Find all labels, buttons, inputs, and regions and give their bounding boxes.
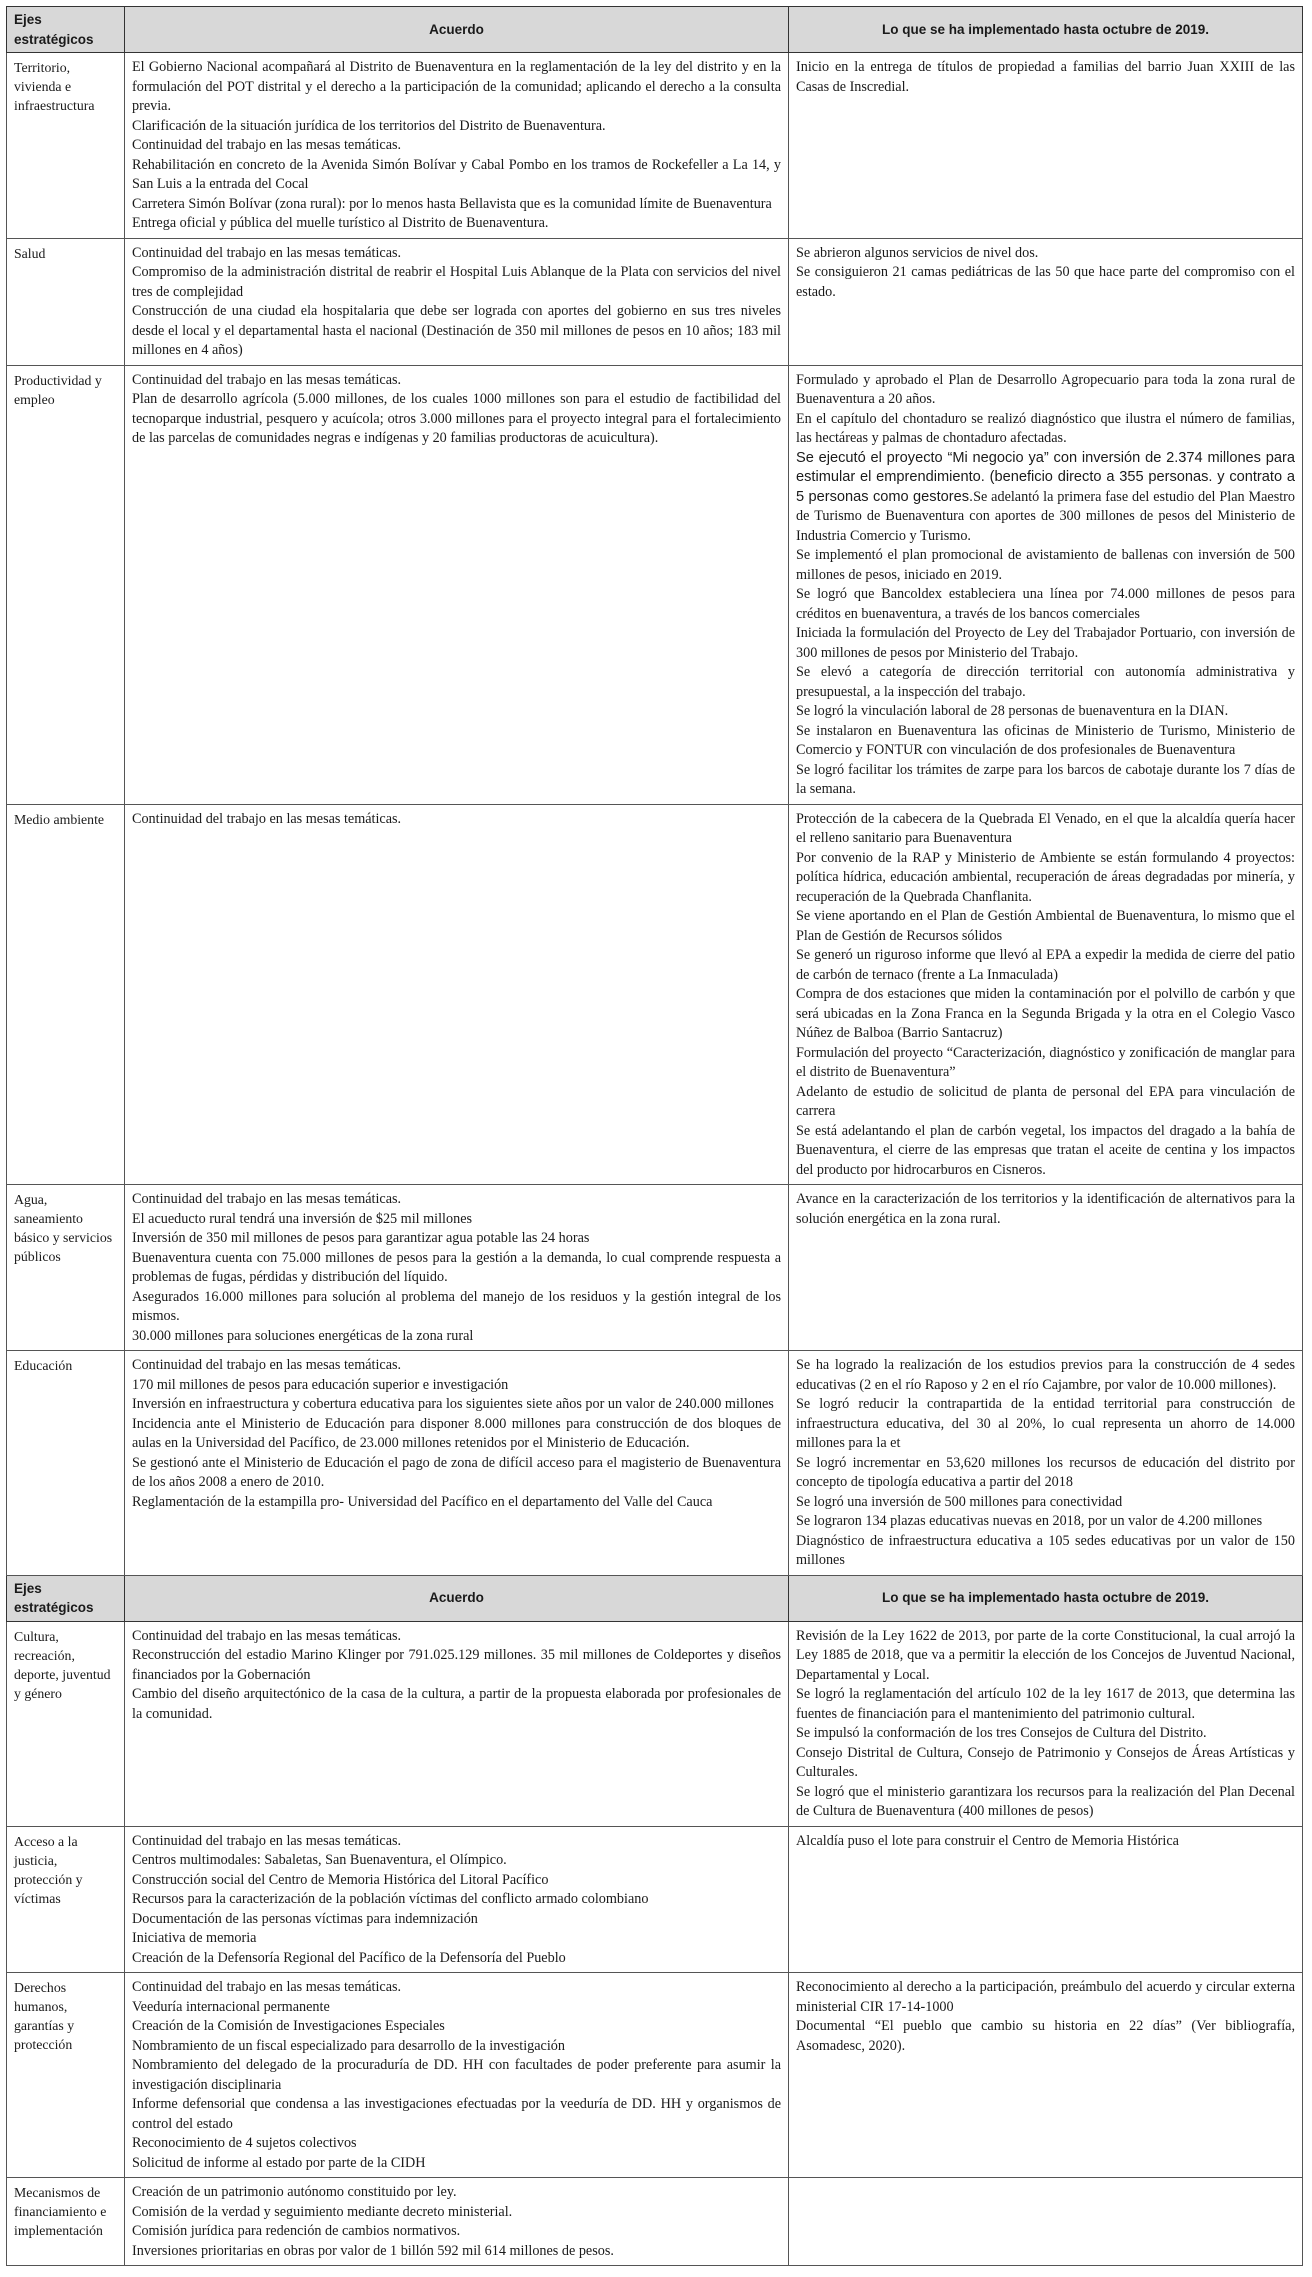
table-header [7,7,1303,53]
implementado-item: Se logró incrementar en 53,620 millones los recursos de educación del distrito por concepto de tipología educativa a partir del 2018 [796,1454,1295,1490]
implementado-item: Se logró reducir la contrapartida de la entidad territorial para construcción de infraestructura educativa, del 30 al 20%, lo cual representa un ahorro de 14.000 millones para la et [796,1396,1295,1451]
table-row [7,1973,1303,2178]
eje-cell: Educación [7,1351,125,1576]
table-row [7,238,1303,365]
implementado-item: Compra de dos estaciones que miden la contaminación por el polvillo de carbón y que será ubicadas en la Zona Franca en la Segunda Brigada y la otra en el Colegio Vasco Núñez de Balboa (Barrio Santacruz) [796,986,1295,1041]
acuerdo-cell [125,238,789,365]
acuerdo-cell [125,53,789,239]
implementado-item: Se logró que Bancoldex estableciera una línea por 74.000 millones de pesos para créditos en buenaventura, a través de los bancos comerciales [796,586,1295,622]
header-implementado: Lo que se ha implementado hasta octubre de 2019. [789,1575,1303,1621]
acuerdo-item: Carretera Simón Bolívar (zona rural): por lo menos hasta Bellavista que es la comunidad límite de Buenaventura [132,195,772,212]
acuerdo-item: Construcción de una ciudad ela hospitalaria que debe ser lograda con aportes del gobierno en sus tres niveles desde el local y el departamental hasta el nacional (Destinación de 350 mil millones de pesos en 10 años; 183 mil millones en 4 años) [132,303,781,358]
acuerdo-item: Creación de la Defensoría Regional del Pacífico de la Defensoría del Pueblo [132,1949,566,1966]
implementado-cell [789,1185,1303,1351]
acuerdo-item: Continuidad del trabajo en las mesas temáticas. [132,810,402,827]
acuerdo-item: Reglamentación de la estampilla pro- Universidad del Pacífico en el departamento del Valle del Cauca [132,1493,713,1510]
implementado-cell [789,804,1303,1185]
acuerdo-item: Solicitud de informe al estado por parte de la CIDH [132,2154,426,2171]
implementado-item: Revisión de la Ley 1622 de 2013, por parte de la corte Constitucional, la cual arrojó la Ley 1885 de 2018, que va a permitir la elección de los Concejos de Juventud Nacional, Departamental y Local. [796,1627,1295,1683]
highlight-text: Se ejecutó el proyecto “Mi negocio ya” con inversión de 2.374 millones para estimular el emprendimiento. (beneficio directo a 355 personas. y contrato a 5 personas como gestores. [796,449,1295,505]
implementado-item: En el capítulo del chontaduro se realizó diagnóstico que ilustra el número de familias, las hectáreas y palmas de chontaduro afectadas. [796,410,1295,446]
header-acuerdo: Acuerdo [125,1575,789,1621]
implementado-item: Se elevó a categoría de dirección territorial con autonomía administrativa y presupuestal, a la inspección del trabajo. [796,664,1295,700]
table-row [7,2178,1303,2266]
header-acuerdo: Acuerdo [125,7,789,53]
acuerdo-item: Inversiones prioritarias en obras por valor de 1 billón 592 mil 614 millones de pesos. [132,2242,614,2259]
implementado-item: Formulación del proyecto “Caracterización, diagnóstico y zonificación de manglar para el distrito de Buenaventura” [796,1044,1295,1080]
implementado-cell [789,1351,1303,1576]
implementado-item: Por convenio de la RAP y Ministerio de Ambiente se están formulando 4 proyectos: política hídrica, educación ambiental, recuperación de áreas degradadas por minería, y recuperación de la Quebrada Chanflanita. [796,849,1295,905]
implementado-item: Se impulsó la conformación de los tres Consejos de Cultura del Distrito. [796,1725,1207,1741]
table-row [7,1351,1303,1576]
acuerdo-cell [125,365,789,804]
acuerdo-item: Compromiso de la administración distrital de reabrir el Hospital Luis Ablanque de la Plata con servicios del nivel tres de complejidad [132,264,781,300]
table-header-repeat [7,1575,1303,1621]
acuerdo-item: Asegurados 16.000 millones para solución al problema del manejo de los residuos y la gestión integral de los mismos. [132,1288,781,1324]
header-ejes: Ejes estratégicos [7,7,125,53]
implementado-item: Reconocimiento al derecho a la participación, preámbulo del acuerdo y circular externa ministerial CIR 17-14-1000 [796,1979,1295,2015]
implementado-cell [789,365,1303,804]
acuerdo-item: Buenaventura cuenta con 75.000 millones de pesos para la gestión a la demanda, lo cual comprende respuesta a problemas de fugas, pérdidas y distribución del líquido. [132,1249,781,1285]
implementado-item: Se logró la reglamentación del artículo 102 de la ley 1617 de 2013, que determina las fuentes de financiación para el mantenimiento del patrimonio cultural. [796,1686,1295,1722]
table-row [7,804,1303,1185]
implementado-item: Se logró facilitar los trámites de zarpe para los barcos de cabotaje durante los 7 días de la semana. [796,761,1295,797]
acuerdo-cell [125,1621,789,1826]
eje-cell: Cultura, recreación, deporte, juventud y género [7,1621,125,1826]
eje-cell: Mecanismos de financiamiento e implementación [7,2178,125,2266]
table-row [7,1185,1303,1351]
acuerdo-item: 170 mil millones de pesos para educación superior e investigación [132,1376,509,1393]
implementado-item: Consejo Distrital de Cultura, Consejo de Patrimonio y Consejos de Áreas Artísticas y Culturales. [796,1744,1295,1780]
table-row [7,1621,1303,1826]
implementado-cell [789,1621,1303,1826]
acuerdo-item: Documentación de las personas víctimas para indemnización [132,1910,478,1927]
table-row [7,365,1303,804]
acuerdo-item: Inversión en infraestructura y cobertura educativa para los siguientes siete años por un valor de 240.000 millones [132,1396,774,1412]
acuerdo-item: El Gobierno Nacional acompañará al Distrito de Buenaventura en la reglamentación de la ley del distrito y en la formulación del POT distrital y el derecho a la participación de la comunidad; aplicando el derecho a la consulta previa. [132,59,781,114]
acuerdo-cell [125,2178,789,2266]
acuerdo-item: Clarificación de la situación jurídica de los territorios del Distrito de Buenaventura. [132,117,606,134]
implementado-item: Se abrieron algunos servicios de nivel dos. [796,244,1039,261]
acuerdo-item: Incidencia ante el Ministerio de Educación para disponer 8.000 millones para construcción de dos bloques de aulas en la Universidad del Pacífico, de 23.000 millones retenidos por el Ministerio de Educación. [132,1415,781,1451]
acuerdo-item: Informe defensorial que condensa a las investigaciones efectuadas por la veeduría de DD. HH y organismos de control del estado [132,2096,781,2132]
eje-cell: Territorio, vivienda e infraestructura [7,53,125,239]
implementado-item [796,449,1295,547]
implementado-item: Se implementó el plan promocional de avistamiento de ballenas con inversión de 500 millones de pesos, iniciado en 2019. [796,547,1295,583]
table-row [7,1826,1303,1973]
header-implementado: Lo que se ha implementado hasta octubre de 2019. [789,7,1303,53]
implementado-item: Protección de la cabecera de la Quebrada El Venado, en el que la alcaldía quería hacer el relleno sanitario para Buenaventura [796,810,1295,846]
implementado-item: Alcaldía puso el lote para construir el Centro de Memoria Histórica [796,1832,1179,1849]
acuerdo-item: Iniciativa de memoria [132,1930,257,1946]
implementado-cell [789,238,1303,365]
eje-cell: Productividad y empleo [7,365,125,804]
implementado-item: Formulado y aprobado el Plan de Desarrollo Agropecuario para toda la zona rural de Buenaventura a 20 años. [796,371,1295,407]
eje-cell: Acceso a la justicia, protección y víctimas [7,1826,125,1973]
implementado-item: Inicio en la entrega de títulos de propiedad a familias del barrio Juan XXIII de las Casas de Inscredial. [796,59,1295,95]
acuerdo-item: 30.000 millones para soluciones energéticas de la zona rural [132,1327,474,1344]
implementado-item: Se generó un riguroso informe que llevó al EPA a expedir la medida de cierre del patio de carbón de ternaco (frente a La Inmaculada) [796,947,1295,983]
implementado-item: Se está adelantando el plan de carbón vegetal, los impactos del dragado a la bahía de Buenaventura, el cierre de las empresas que tratan el aceite de centina y los impactos del producto por hidrocarburos en Cisneros. [796,1122,1295,1178]
acuerdo-item: Entrega oficial y pública del muelle turístico al Distrito de Buenaventura. [132,215,549,231]
acuerdo-cell [125,1826,789,1973]
implementado-item: Se logró la vinculación laboral de 28 personas de buenaventura en la DIAN. [796,703,1229,719]
implementado-cell [789,53,1303,239]
implementado-item: Documental “El pueblo que cambio su historia en 22 días” (Ver bibliografía, Asomadesc, 2020). [796,2018,1295,2054]
eje-cell: Agua, saneamiento básico y servicios públicos [7,1185,125,1351]
acuerdo-item: Comisión de la verdad y seguimiento mediante decreto ministerial. [132,2203,513,2220]
acuerdo-item: Continuidad del trabajo en las mesas temáticas. [132,1627,402,1644]
implementado-item: Iniciada la formulación del Proyecto de Ley del Trabajador Portuario, con inversión de 300 millones de pesos por Ministerio del Trabajo. [796,625,1295,661]
implementado-item: Se lograron 134 plazas educativas nuevas en 2018, por un valor de 4.200 millones [796,1513,1263,1529]
acuerdo-item: Recursos para la caracterización de la población víctimas del conflicto armado colombiano [132,1891,649,1907]
acuerdo-item: Veeduría internacional permanente [132,1998,330,2015]
acuerdo-item: Creación de un patrimonio autónomo constituido por ley. [132,2184,457,2200]
implementado-item: Se ha logrado la realización de los estudios previos para la construcción de 4 sedes educativas (2 en el río Raposo y 2 en el río Cajambre, por valor de 10.000 millones). [796,1357,1295,1393]
implementado-cell [789,1973,1303,2178]
implementado-item: Avance en la caracterización de los territorios y la identificación de alternativos para la solución energética en la zona rural. [796,1191,1295,1227]
implementado-cell [789,1826,1303,1973]
implementado-item: Se instalaron en Buenaventura las oficinas de Ministerio de Turismo, Ministerio de Comercio y FONTUR con vinculación de dos profesionales de Buenaventura [796,722,1295,758]
acuerdo-item: Cambio del diseño arquitectónico de la casa de la cultura, a partir de la propuesta elaborada por profesionales de la comunidad. [132,1686,781,1722]
implementado-item: Se logró una inversión de 500 millones para conectividad [796,1493,1123,1510]
acuerdo-item: Continuidad del trabajo en las mesas temáticas. [132,1191,402,1207]
acuerdo-item: Continuidad del trabajo en las mesas temáticas. [132,371,402,388]
acuerdo-item: El acueducto rural tendrá una inversión de $25 mil millones [132,1210,473,1227]
acuerdo-item: Continuidad del trabajo en las mesas temáticas. [132,244,402,261]
implementado-item: Se viene aportando en el Plan de Gestión Ambiental de Buenaventura, lo mismo que el Plan de Gestión de Recursos sólidos [796,908,1295,944]
implementado-cont: Se adelantó la primera fase del estudio del Plan Maestro de Turismo de Buenaventura con aportes de 300 millones de pesos del Ministerio de Industria Comercio y Turismo. [796,488,1295,544]
acuerdo-item: Nombramiento del delegado de la procuraduría de DD. HH con facultades de poder preferente para asumir la investigación disciplinaria [132,2057,781,2093]
eje-cell: Derechos humanos, garantías y protección [7,1973,125,2178]
header-ejes: Ejes estratégicos [7,1575,125,1621]
acuerdo-cell [125,1185,789,1351]
acuerdo-item: Continuidad del trabajo en las mesas temáticas. [132,1832,402,1849]
eje-cell: Medio ambiente [7,804,125,1185]
implementado-item: Adelanto de estudio de solicitud de planta de personal del EPA para vinculación de carrera [796,1083,1295,1119]
acuerdo-item: Continuidad del trabajo en las mesas temáticas. [132,137,402,153]
acuerdo-item: Construcción social del Centro de Memoria Histórica del Litoral Pacífico [132,1871,549,1888]
acuerdo-cell [125,1351,789,1576]
acuerdo-item: Continuidad del trabajo en las mesas temáticas. [132,1979,402,1995]
implementado-item: Se consiguieron 21 camas pediátricas de las 50 que hace parte del compromiso con el estado. [796,264,1295,300]
acuerdo-item: Centros multimodales: Sabaletas, San Buenaventura, el Olímpico. [132,1852,507,1868]
acuerdo-item: Comisión jurídica para redención de cambios normativos. [132,2223,461,2239]
acuerdo-item: Inversión de 350 mil millones de pesos para garantizar agua potable las 24 horas [132,1230,590,1246]
acuerdo-item: Continuidad del trabajo en las mesas temáticas. [132,1357,402,1373]
acuerdo-cell [125,804,789,1185]
implementado-item: Diagnóstico de infraestructura educativa a 105 sedes educativas por un valor de 150 millones [796,1532,1295,1568]
implementado-cell [789,2178,1303,2266]
acuerdo-item: Se gestionó ante el Ministerio de Educación el pago de zona de difícil acceso para el magisterio de Buenaventura de los años 2008 a enero de 2010. [132,1454,781,1490]
agreements-table [6,6,1303,2266]
acuerdo-item: Reconocimiento de 4 sujetos colectivos [132,2135,357,2151]
acuerdo-item: Creación de la Comisión de Investigaciones Especiales [132,2018,445,2034]
acuerdo-item: Reconstrucción del estadio Marino Klinger por 791.025.129 millones. 35 mil millones de Coldeportes y diseños financiados por la Gobernación [132,1647,781,1683]
eje-cell: Salud [7,238,125,365]
implementado-item: Se logró que el ministerio garantizara los recursos para la realización del Plan Decenal de Cultura de Buenaventura (400 millones de pesos) [796,1783,1295,1819]
acuerdo-item: Rehabilitación en concreto de la Avenida Simón Bolívar y Cabal Pombo en los tramos de Rockefeller a La 14, y San Luis a la entrada del Cocal [132,156,781,192]
acuerdo-item: Plan de desarrollo agrícola (5.000 millones, de los cuales 1000 millones son para el estudio de factibilidad del tecnoparque industrial, pesquero y acuícola; otros 3.000 millones para el proyecto integral para el fortalecimiento de las parcelas de comunidades negras e indígenas y 20 familias productoras de acuicultura). [132,391,781,446]
acuerdo-cell [125,1973,789,2178]
acuerdo-item: Nombramiento de un fiscal especializado para desarrollo de la investigación [132,2037,565,2054]
table-row [7,53,1303,239]
